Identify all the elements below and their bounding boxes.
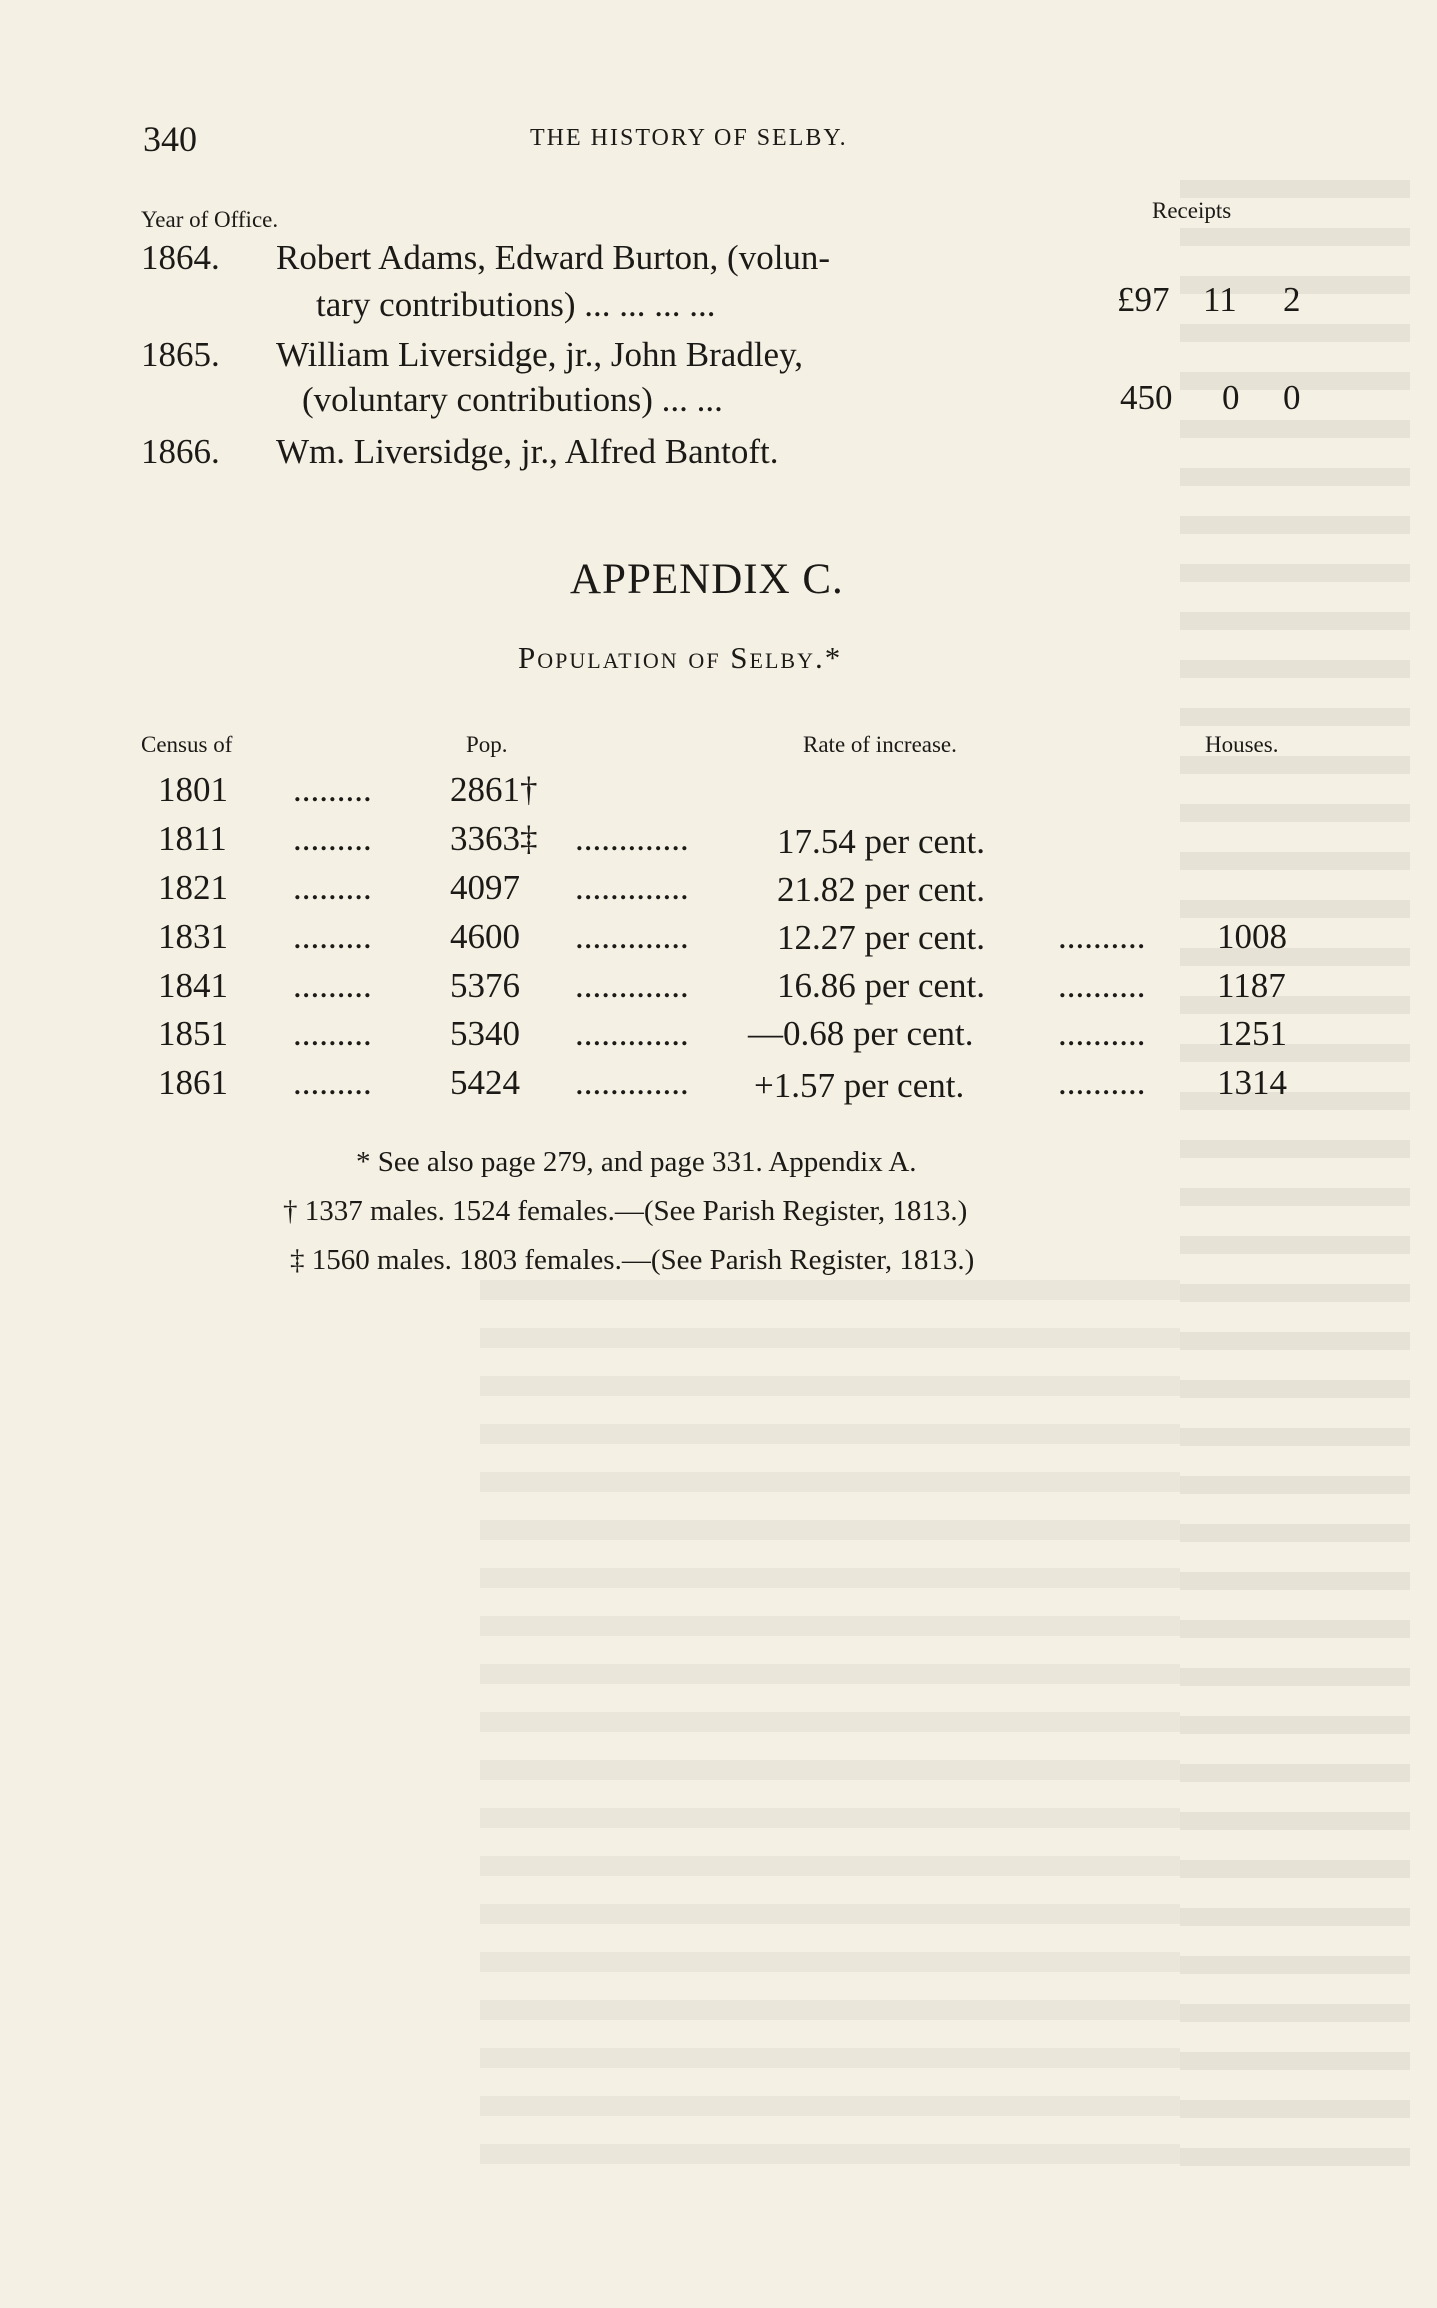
leader-dots: .........	[293, 966, 372, 1005]
receipt-pounds: £97	[1117, 280, 1170, 319]
office-year: 1864.	[141, 238, 220, 277]
houses-value: 1314	[1217, 1063, 1287, 1102]
receipt-pence: 2	[1283, 280, 1301, 319]
receipt-shillings: 11	[1203, 280, 1237, 319]
census-year: 1851	[158, 1014, 228, 1053]
census-year: 1801	[158, 770, 228, 809]
population-value: 4097	[450, 868, 520, 907]
bleed-through-shadow	[1180, 180, 1410, 2180]
leader-dots: .............	[575, 819, 689, 858]
houses-value: 1251	[1217, 1014, 1287, 1053]
receipt-pence: 0	[1283, 378, 1301, 417]
appendix-subtitle: Population of Selby.*	[518, 640, 843, 675]
leader-dots: .........	[293, 1014, 372, 1053]
census-year: 1831	[158, 917, 228, 956]
running-title: THE HISTORY OF SELBY.	[530, 125, 848, 151]
leader-dots: .........	[293, 868, 372, 907]
col-census-label: Census of	[141, 732, 233, 757]
census-year: 1821	[158, 868, 228, 907]
office-text: Robert Adams, Edward Burton, (volun-	[276, 238, 831, 277]
bleed-through-shadow	[480, 1280, 1180, 2180]
col-receipts-label: Receipts	[1152, 198, 1232, 223]
population-value: 4600	[450, 917, 520, 956]
leader-dots: .............	[575, 1014, 689, 1053]
leader-dots: ..........	[1058, 917, 1146, 956]
office-text: Wm. Liversidge, jr., Alfred Bantoft.	[276, 432, 779, 471]
office-year: 1865.	[141, 335, 220, 374]
col-rate-label: Rate of increase.	[803, 732, 957, 757]
appendix-title: APPENDIX C.	[570, 556, 844, 603]
rate-value: —0.68 per cent.	[748, 1014, 974, 1053]
census-year: 1811	[158, 819, 227, 858]
leader-dots: .........	[293, 917, 372, 956]
population-value: 2861†	[450, 770, 538, 809]
receipt-shillings: 0	[1222, 378, 1240, 417]
leader-dots: ..........	[1058, 1014, 1146, 1053]
footnote-star: * See also page 279, and page 331. Appendix A.	[356, 1146, 917, 1178]
rate-value: 17.54 per cent.	[777, 822, 985, 861]
col-pop-label: Pop.	[466, 732, 508, 757]
footnote-dagger: † 1337 males. 1524 females.—(See Parish Register, 1813.)	[283, 1195, 968, 1227]
office-text: (voluntary contributions) ... ...	[302, 380, 723, 419]
office-text: William Liversidge, jr., John Bradley,	[276, 335, 804, 374]
office-text: tary contributions) ... ... ... ...	[316, 285, 716, 324]
page-number: 340	[143, 119, 197, 159]
col-houses-label: Houses.	[1205, 732, 1279, 757]
population-value: 5376	[450, 966, 520, 1005]
leader-dots: .........	[293, 1063, 372, 1102]
rate-value: +1.57 per cent.	[754, 1066, 965, 1105]
leader-dots: .........	[293, 819, 372, 858]
footnote-double-dagger: ‡ 1560 males. 1803 females.—(See Parish Register, 1813.)	[290, 1244, 975, 1276]
leader-dots: ..........	[1058, 1063, 1146, 1102]
receipt-pounds: 450	[1120, 378, 1173, 417]
leader-dots: .............	[575, 966, 689, 1005]
leader-dots: .............	[575, 917, 689, 956]
col-year-label: Year of Office.	[141, 207, 279, 232]
leader-dots: .........	[293, 770, 372, 809]
rate-value: 12.27 per cent.	[777, 918, 985, 957]
leader-dots: ..........	[1058, 966, 1146, 1005]
census-year: 1861	[158, 1063, 228, 1102]
rate-value: 21.82 per cent.	[777, 870, 985, 909]
office-year: 1866.	[141, 432, 220, 471]
houses-value: 1008	[1217, 917, 1287, 956]
population-value: 5424	[450, 1063, 520, 1102]
population-value: 3363‡	[450, 819, 538, 858]
population-value: 5340	[450, 1014, 520, 1053]
leader-dots: .............	[575, 868, 689, 907]
houses-value: 1187	[1217, 966, 1286, 1005]
census-year: 1841	[158, 966, 228, 1005]
rate-value: 16.86 per cent.	[777, 966, 985, 1005]
leader-dots: .............	[575, 1063, 689, 1102]
